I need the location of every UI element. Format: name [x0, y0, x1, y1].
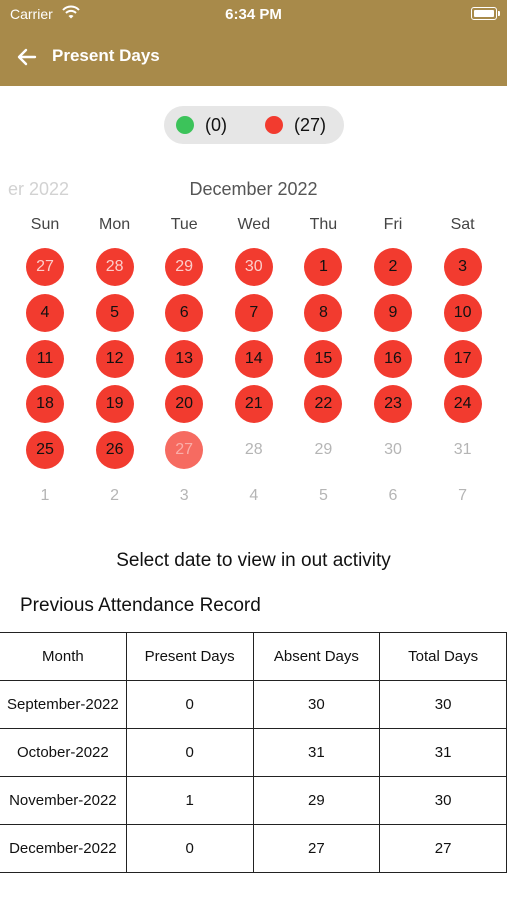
page-title: Present Days — [52, 46, 160, 65]
calendar-day-number: 1 — [40, 487, 50, 504]
calendar-day-cell[interactable] — [80, 381, 150, 427]
calendar-day-cell[interactable] — [10, 381, 80, 427]
battery-icon — [471, 7, 497, 20]
calendar-day-number: 24 — [453, 395, 472, 413]
table-cell: 31 — [253, 729, 380, 777]
calendar-day-number: 1 — [318, 258, 328, 275]
absent-dot-icon — [265, 116, 283, 134]
calendar-day-number: 3 — [458, 258, 468, 275]
table-cell: November-2022 — [0, 777, 126, 825]
calendar-day-cell[interactable] — [149, 244, 219, 290]
attendance-record-heading: Previous Attendance Record — [20, 595, 261, 616]
calendar-day-cell[interactable] — [10, 473, 80, 519]
calendar-day-number: 16 — [384, 349, 402, 367]
calendar-day-cell[interactable] — [358, 473, 428, 519]
calendar-day-cell[interactable] — [219, 244, 289, 290]
calendar-day-cell[interactable] — [219, 381, 289, 427]
calendar-day-cell[interactable] — [288, 427, 358, 473]
status-bar — [0, 0, 507, 30]
table-row — [0, 825, 507, 873]
calendar-day-number: 28 — [105, 258, 124, 275]
weekday-label: Mon — [99, 216, 131, 233]
calendar-day-cell[interactable] — [80, 473, 150, 519]
calendar-day-cell[interactable] — [428, 336, 498, 382]
calendar-day-number: 2 — [388, 258, 398, 275]
table-cell: 27 — [380, 825, 507, 873]
select-date-hint: Select date to view in out activity — [116, 550, 391, 571]
calendar-grid — [10, 244, 497, 516]
table-cell: 27 — [253, 825, 380, 873]
calendar-day-number: 29 — [314, 441, 333, 459]
calendar-day-number: 30 — [244, 258, 263, 275]
table-cell: 1 — [126, 777, 253, 825]
table-header-row — [0, 633, 507, 681]
arrow-left-icon[interactable] — [14, 44, 40, 70]
table-cell: 29 — [253, 777, 380, 825]
table-row — [0, 777, 507, 825]
calendar-day-number: 10 — [453, 303, 472, 321]
present-count: (0) — [205, 115, 227, 135]
calendar-day-number: 11 — [36, 349, 54, 367]
table-column-header: Month — [0, 633, 126, 681]
nav-bar — [0, 38, 507, 78]
calendar-day-number: 31 — [453, 441, 472, 459]
calendar-day-number: 26 — [105, 441, 124, 459]
calendar-day-cell[interactable] — [288, 290, 358, 336]
weekday-label: Wed — [237, 216, 271, 233]
calendar-day-cell[interactable] — [80, 290, 150, 336]
calendar-day-cell[interactable] — [219, 427, 289, 473]
calendar-day-number: 22 — [314, 395, 333, 413]
calendar-day-cell[interactable] — [10, 244, 80, 290]
attendance-table — [0, 632, 507, 873]
calendar-day-number: 7 — [249, 303, 259, 321]
weekday-header — [10, 216, 497, 238]
calendar-day-number: 7 — [458, 487, 468, 504]
current-month-label: December 2022 — [189, 179, 318, 199]
table-column-header: Total Days — [380, 633, 507, 681]
calendar-day-cell[interactable] — [149, 381, 219, 427]
calendar-day-cell[interactable] — [149, 427, 219, 473]
calendar-day-cell[interactable] — [288, 244, 358, 290]
calendar-day-number: 17 — [453, 349, 472, 367]
status-time: 6:34 PM — [225, 6, 282, 23]
table-cell: December-2022 — [0, 825, 126, 873]
calendar-day-number: 4 — [40, 303, 50, 321]
calendar-day-cell[interactable] — [358, 290, 428, 336]
table-cell: 30 — [380, 681, 507, 729]
calendar-day-cell[interactable] — [288, 381, 358, 427]
calendar-day-number: 8 — [318, 303, 328, 321]
table-row — [0, 729, 507, 777]
table-cell: October-2022 — [0, 729, 126, 777]
calendar-day-cell[interactable] — [358, 244, 428, 290]
weekday-label: Sat — [450, 216, 475, 233]
calendar-day-number: 23 — [384, 395, 402, 413]
calendar-day-number: 14 — [244, 349, 263, 367]
calendar-day-cell[interactable] — [80, 427, 150, 473]
calendar-day-number: 15 — [314, 349, 333, 367]
carrier-label: Carrier — [10, 6, 53, 22]
calendar-day-number: 9 — [388, 303, 398, 321]
weekday-label: Thu — [309, 216, 338, 233]
calendar-day-cell[interactable] — [428, 290, 498, 336]
calendar-day-number: 6 — [388, 487, 398, 504]
previous-month-label[interactable]: er 2022 — [8, 179, 70, 199]
calendar-day-number: 18 — [36, 395, 54, 413]
table-cell: 0 — [126, 681, 253, 729]
table-cell: 30 — [253, 681, 380, 729]
calendar-day-number: 27 — [36, 258, 54, 275]
present-dot-icon — [176, 116, 194, 134]
calendar-day-cell[interactable] — [288, 473, 358, 519]
calendar-day-cell[interactable] — [149, 473, 219, 519]
table-column-header: Absent Days — [253, 633, 380, 681]
calendar-day-cell[interactable] — [428, 473, 498, 519]
app-header — [0, 0, 507, 86]
table-cell: 0 — [126, 825, 253, 873]
calendar-day-cell[interactable] — [358, 336, 428, 382]
calendar-day-cell[interactable] — [219, 473, 289, 519]
table-cell: 31 — [380, 729, 507, 777]
calendar-day-number: 20 — [175, 395, 194, 413]
calendar-day-number: 28 — [244, 441, 263, 459]
calendar-day-cell[interactable] — [149, 290, 219, 336]
table-row — [0, 681, 507, 729]
calendar-day-cell[interactable] — [219, 336, 289, 382]
calendar-day-cell[interactable] — [10, 290, 80, 336]
weekday-label: Fri — [383, 216, 403, 233]
calendar-day-number: 6 — [179, 303, 189, 321]
table-cell: September-2022 — [0, 681, 126, 729]
calendar-day-number: 27 — [175, 441, 194, 459]
calendar-day-number: 5 — [318, 487, 328, 504]
calendar-day-number: 5 — [110, 303, 120, 321]
calendar-day-number: 25 — [36, 441, 54, 459]
table-column-header: Present Days — [126, 633, 253, 681]
calendar-day-cell[interactable] — [358, 427, 428, 473]
absent-count: (27) — [294, 115, 327, 135]
calendar-day-cell[interactable] — [80, 336, 150, 382]
calendar-day-number: 29 — [175, 258, 194, 275]
calendar-day-cell[interactable] — [149, 336, 219, 382]
calendar-day-cell[interactable] — [428, 381, 498, 427]
calendar-day-cell[interactable] — [219, 290, 289, 336]
attendance-legend — [164, 106, 344, 144]
calendar-day-cell[interactable] — [80, 244, 150, 290]
table-cell: 30 — [380, 777, 507, 825]
calendar-day-number: 13 — [175, 349, 194, 367]
calendar-day-cell[interactable] — [428, 244, 498, 290]
calendar-day-cell[interactable] — [428, 427, 498, 473]
calendar-day-number: 19 — [105, 395, 124, 413]
calendar-day-cell[interactable] — [288, 336, 358, 382]
calendar-day-number: 12 — [105, 349, 124, 367]
weekday-label: Tue — [170, 216, 198, 233]
weekday-label: Sun — [30, 216, 60, 233]
table-cell: 0 — [126, 729, 253, 777]
calendar-day-cell[interactable] — [10, 427, 80, 473]
calendar-day-number: 2 — [110, 487, 120, 504]
calendar-day-cell[interactable] — [358, 381, 428, 427]
calendar-day-number: 4 — [249, 487, 259, 504]
calendar-day-number: 3 — [179, 487, 189, 504]
calendar-day-cell[interactable] — [10, 336, 80, 382]
calendar-day-number: 30 — [384, 441, 402, 459]
calendar-day-number: 21 — [244, 395, 263, 413]
